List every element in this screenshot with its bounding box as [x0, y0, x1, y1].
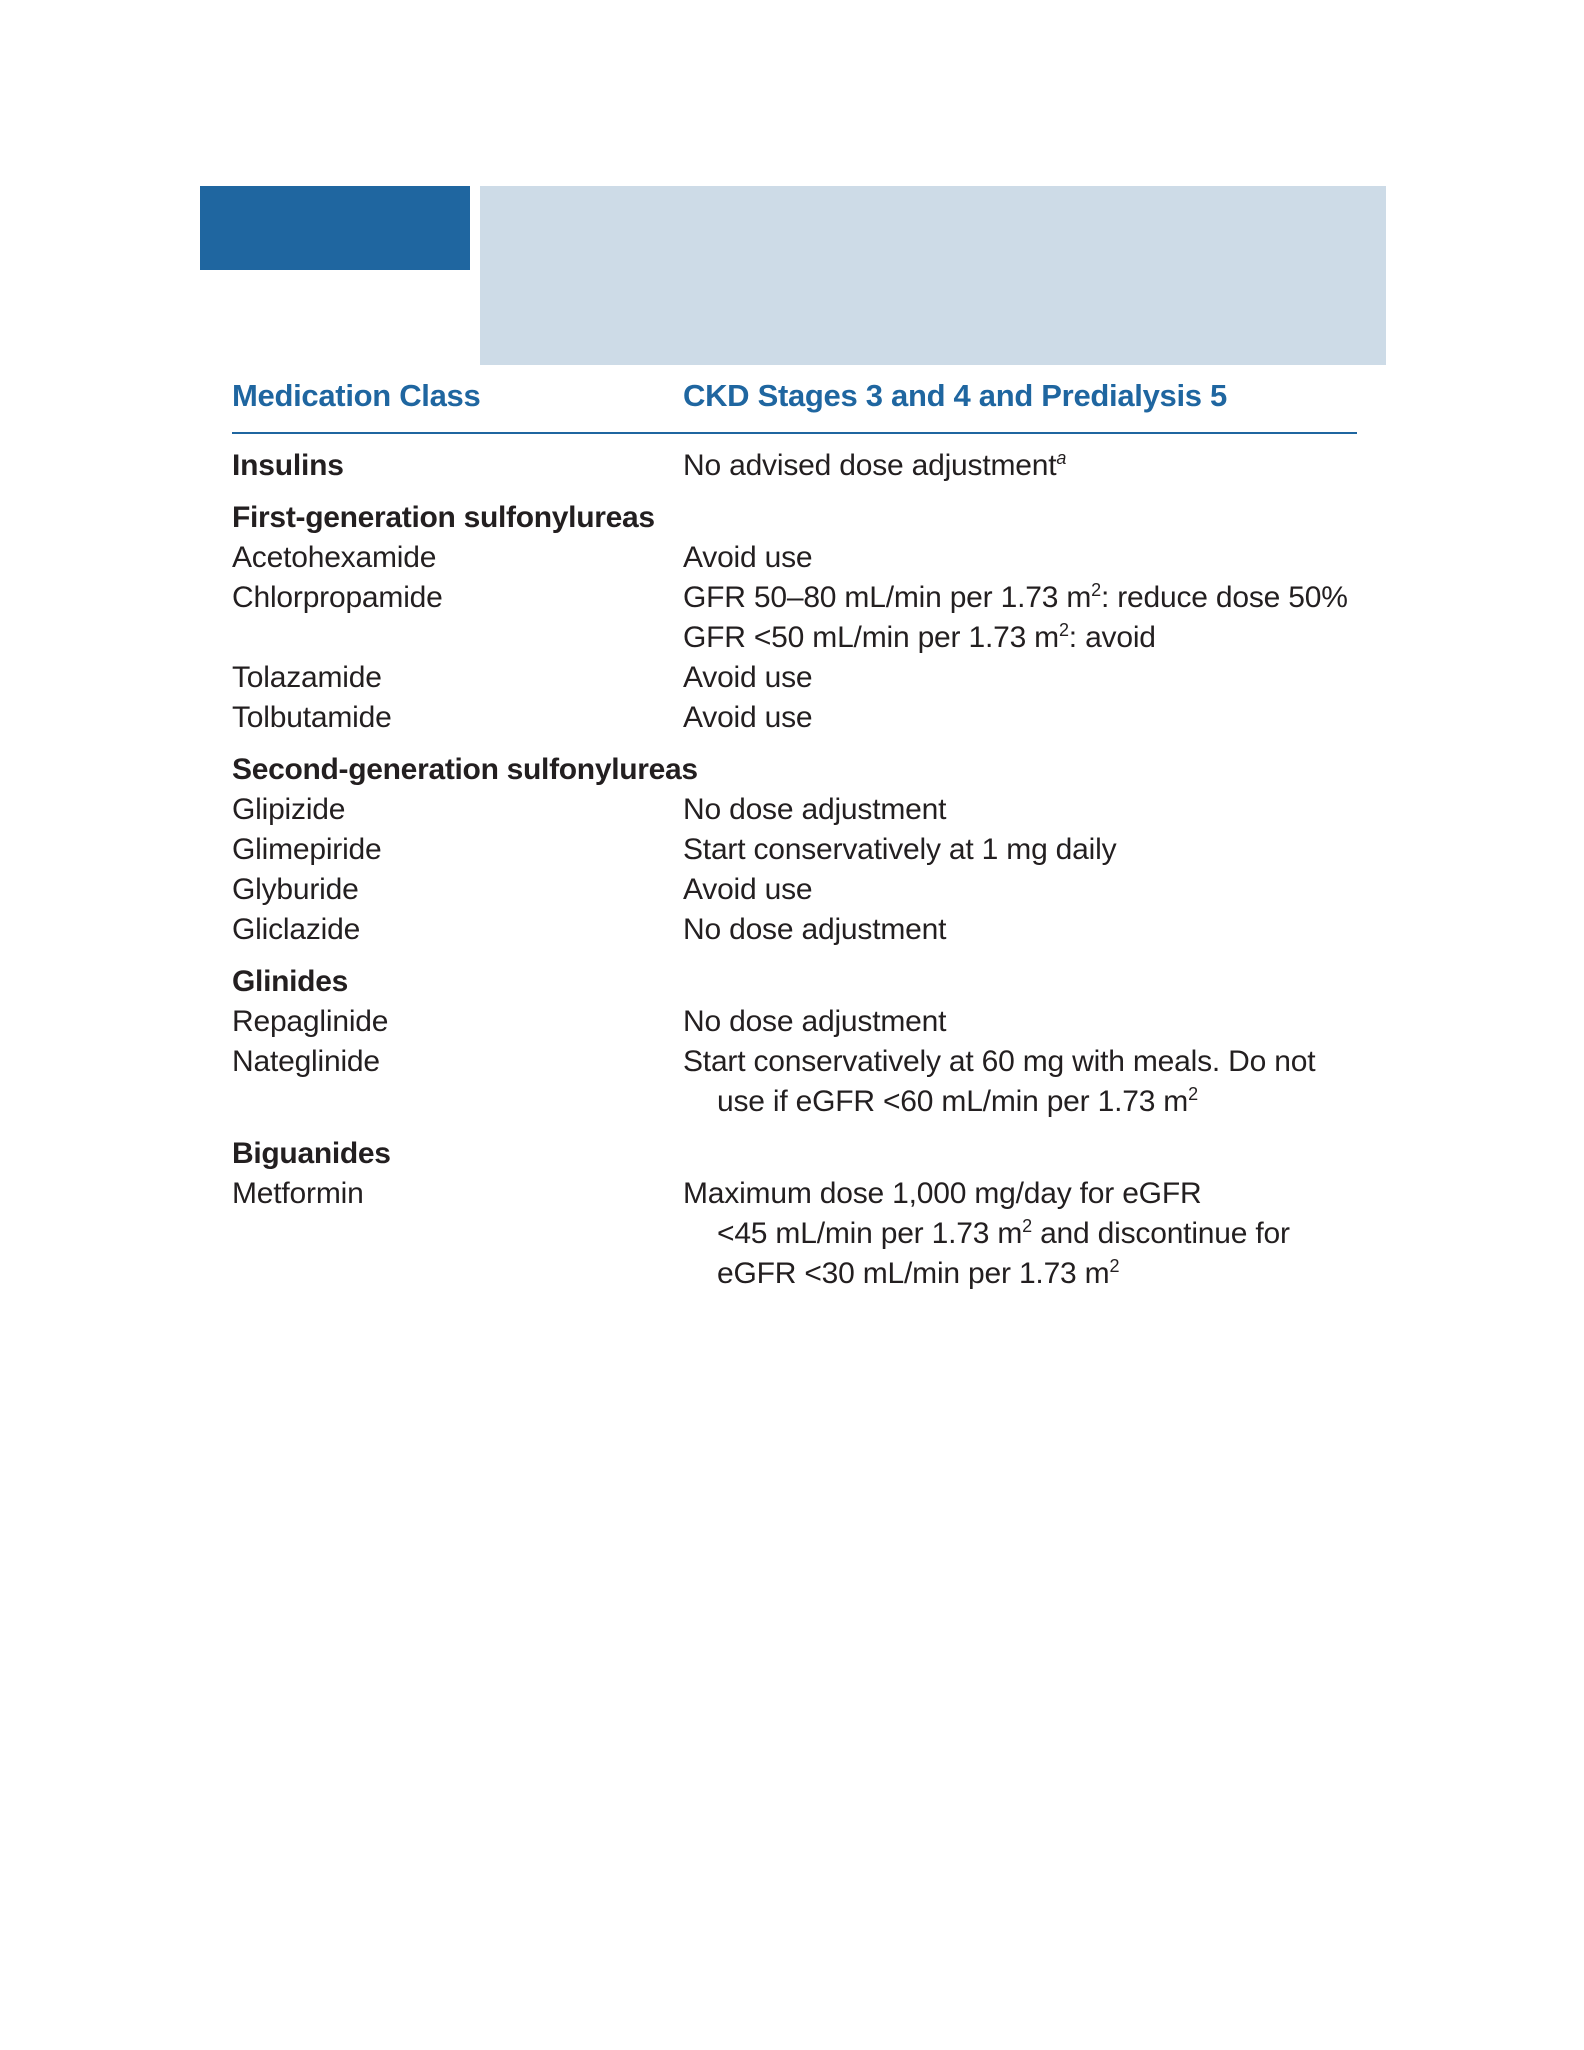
drug-name: Chlorpropamide [232, 581, 443, 614]
drug-name: Tolazamide [232, 661, 382, 694]
table-row [232, 578, 1357, 658]
drug-name: Glimepiride [232, 833, 382, 866]
group-title: Biguanides [232, 1137, 391, 1170]
drug-name: Repaglinide [232, 1005, 389, 1038]
group-title: Glinides [232, 965, 348, 998]
recommendation: Avoid use [683, 701, 813, 734]
header-block-light [480, 186, 1386, 365]
group-biguanides [232, 1134, 1357, 1294]
recommendation: Start conservatively at 60 mg with meals. Do not use if eGFR <60 mL/min per 1.73 $m^2$ [683, 1045, 1316, 1118]
recommendation: No dose adjustment [683, 1005, 947, 1038]
footnote-marker: a [1056, 448, 1067, 468]
table-row [232, 870, 1357, 910]
group-first-generation-sulfonylureas [232, 498, 1357, 738]
drug-name: Metformin [232, 1177, 364, 1210]
drug-name: Nateglinide [232, 1045, 380, 1078]
table-row [232, 658, 1357, 698]
table-row [232, 1174, 1357, 1294]
drug-name: Tolbutamide [232, 701, 392, 734]
table-row [232, 538, 1357, 578]
recommendation: Avoid use [683, 541, 813, 574]
column-header-medication-class: Medication Class [232, 378, 481, 413]
column-header-row [232, 372, 1357, 434]
drug-name: Gliclazide [232, 913, 361, 946]
table-row [232, 790, 1357, 830]
recommendation: No dose adjustment [683, 793, 947, 826]
table-row [232, 1002, 1357, 1042]
group-second-generation-sulfonylureas [232, 750, 1357, 950]
table-row [232, 1042, 1357, 1122]
table-row [232, 698, 1357, 738]
drug-name: Acetohexamide [232, 541, 437, 574]
group-glinides [232, 962, 1357, 1122]
recommendation: GFR 50–80 mL/min per 1.73 $m^2$: reduce dose 50% GFR <50 mL/min per 1.73 $m^2$: avoid [683, 580, 1348, 654]
group-title: Insulins [232, 449, 344, 482]
medication-table [232, 372, 1357, 1294]
drug-name: Glyburide [232, 873, 359, 906]
recommendation: Start conservatively at 1 mg daily [683, 833, 1117, 866]
header-block-dark [200, 186, 470, 270]
recommendation: Maximum dose 1,000 mg/day for eGFR <45 mL/min per 1.73 $m^2$ and discontinue for eGFR <30 mL/min per 1.73 $m^2$ [683, 1177, 1290, 1290]
recommendation: Avoid use [683, 661, 813, 694]
group-insulins [232, 446, 1357, 486]
recommendation: No advised dose adjustment$^a$ [683, 448, 1067, 482]
group-title: Second-generation sulfonylureas [232, 753, 698, 786]
group-title: First-generation sulfonylureas [232, 501, 655, 534]
table-row [232, 830, 1357, 870]
recommendation: No dose adjustment [683, 913, 947, 946]
column-header-ckd-stages: CKD Stages 3 and 4 and Predialysis 5 [683, 378, 1227, 413]
table-row [232, 910, 1357, 950]
table-row [232, 446, 1357, 486]
recommendation: Avoid use [683, 873, 813, 906]
drug-name: Glipizide [232, 793, 346, 826]
